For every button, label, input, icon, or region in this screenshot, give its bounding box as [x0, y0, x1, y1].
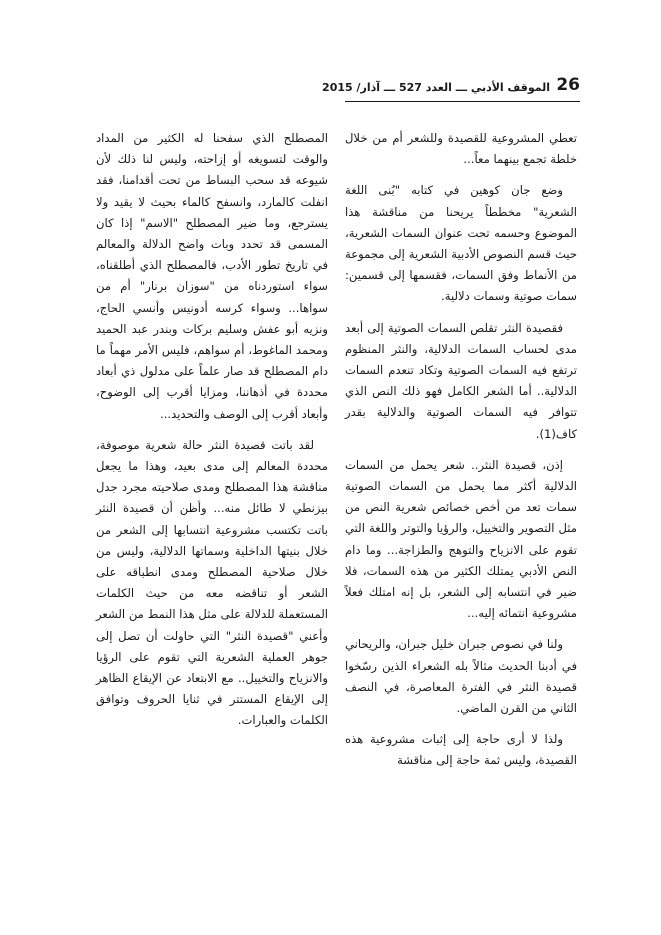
paragraph: إذن، قصيدة النثر.. شعر يحمل من السمات الدلالية أكثر مما يحمل من السمات الصوتية سمات تعد من أخص خصائص شعرية النص من مثل التصوير والتخييل، والرؤيا والتوتر واللغة التي تقوم على الانزياح والتوهج والطزاجة... وما دام النص الأدبي يمتلك الكثير من هذه السمات، فلا ضير في انتسابه إلى الشعر، بل إنه امتلك فعلاً مشروعية انتمائه إليه...	[345, 457, 577, 621]
header-rule	[345, 101, 580, 102]
page-number: 26	[556, 75, 580, 95]
paragraph: المصطلح الذي سفحنا له الكثير من المداد والوقت لتسويغه أو إزاحته، وليس لنا ذلك لأن شيوعه قد سحب البساط من تحت أقدامنا، فقد انفلت كالمارد، وانسفح كالماء بحيث لا يقيد ولا يسترجع، وما ضير المصطلح "الاسم" إذا كان المسمى قد تحدد وبات واضح الدلالة والمعالم في تاريخ تطور الأدب، فالمصطلح الذي أطلقناه، سواء استوردناه من "سوزان برنار" أم من سواها... وسواء كرسه أدونيس وأنسي الحاج، ونزيه أبو عفش وسليم بركات وبندر عبد الحميد ومحمد الماغوط، أم سواهم، فليس الأمر مهماً ما دام المصطلح قد صار علماً على مدلول ذي أبعاد محددة في أذهاننا، ومزايا أقرب إلى الوضوح، وأبعاد أقرب إلى الوصف والتحديد...	[96, 131, 328, 421]
paragraph: ولذا لا أرى حاجة إلى إثبات مشروعية هذه القصيدة، وليس ثمة حاجة إلى مناقشة	[345, 732, 577, 768]
paragraph: وضع جان كوهين في كتابه "بُنى اللغة الشعرية" مخططاً يريحنا من مناقشة هذا الموضوع وحسمه تحت عنوان السمات الشعرية، حيث قسم النصوص الأدبية الشعرية إلى مجموعة من الأنماط وفق السمات، فقسمها إلى قسمين: سمات صوتية وسمات دلالية.	[345, 183, 577, 304]
paragraph: لقد باتت قصيدة النثر حالة شعرية موصوفة، محددة المعالم إلى مدى بعيد، وهذا ما يجعل مناقشة هذا المصطلح ومدى صلاحيته مجرد جدل بيزنطي لا طائل منه... وأظن أن قصيدة النثر باتت تكتسب مشروعية انتسابها إلى الشعر من خلال بنيتها الداخلية وسماتها الدلالية، وليس من خلال صلاحية المصطلح ومدى انطباقه على الشعر أو تناقضه معه من حيث الكلمات المستعملة للدلالة على مثل هذا النمط من الشعر وأعني "قصيدة النثر" التي حاولت أن تصل إلى جوهر العملية الشعرية التي تقوم على الرؤيا والانزياح والتخييل.. مع الابتعاد عن الإيقاع الظاهر إلى الإيقاع المستتر في ثنايا الحروف وتوافق الكلمات والعبارات.	[96, 437, 328, 728]
page-header	[322, 75, 580, 100]
left-column	[96, 128, 328, 742]
paragraph: ولنا في نصوص جبران خليل جبران، والريحاني في أدبنا الحديث مثالاً بله الشعراء الذين رسّخوا قصيدة النثر في الفترة المعاصرة، في النصف الثاني من القرن الماضي.	[345, 637, 577, 716]
paragraph: تعطي المشروعية للقصيدة وللشعر أم من خلال خلطة تجمع بينهما معاً...	[345, 131, 577, 167]
paragraph: فقصيدة النثر تقلص السمات الصوتية إلى أبعد مدى لحساب السمات الدلالية، والنثر المنظوم ترتفع فيه السمات الصوتية وتكاد تنعدم السمات الدلالية.. أما الشعر الكامل فهو ذلك النص الذي تتوافر فيه السمات الصوتية والدلالية بقدر كاف(1).	[345, 320, 577, 441]
right-column	[345, 128, 577, 782]
running-title: الموقف الأدبي ـــ العدد 527 ـــ آذار/ 2015	[322, 81, 550, 94]
